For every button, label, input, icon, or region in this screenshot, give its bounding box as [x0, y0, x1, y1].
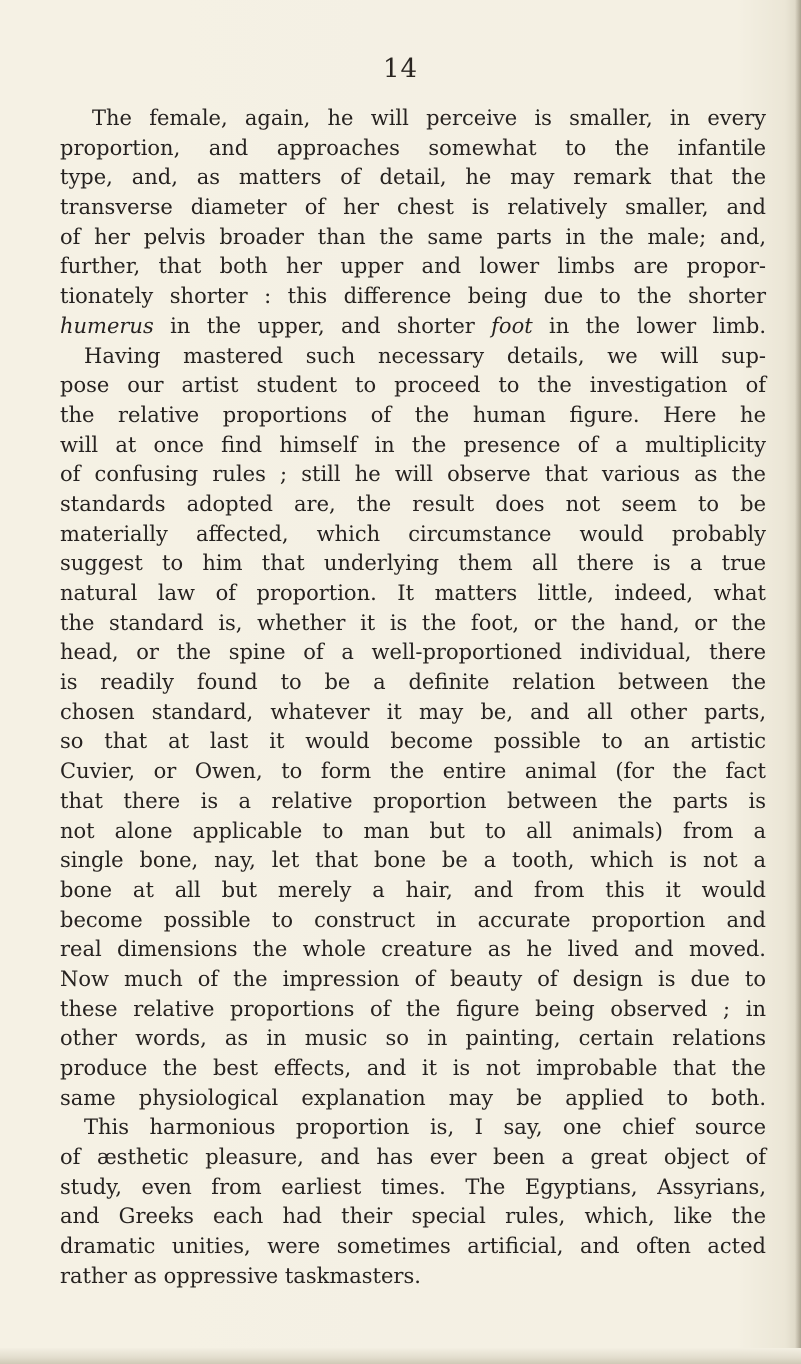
italic-term: foot — [491, 313, 533, 338]
italic-term: humerus — [60, 313, 154, 338]
text-line: and Greeks each had their special rules, which, like the — [60, 1204, 766, 1229]
body-text — [60, 104, 766, 1292]
text-line: of æsthetic pleasure, and has ever been a great object of — [60, 1145, 766, 1170]
text-line: Having mastered such necessary details, we will sup- — [84, 343, 766, 368]
text-line: not alone applicable to man but to all animals) from a — [60, 818, 766, 843]
text-line: other words, as in music so in painting, certain relations — [60, 1026, 766, 1051]
text-line: of her pelvis broader than the same parts in the male; and, — [60, 224, 766, 249]
text-line: same physiological explanation may be applied to both. — [60, 1085, 766, 1110]
text-line: proportion, and approaches somewhat to the infantile — [60, 135, 766, 160]
text-line: type, and, as matters of detail, he may remark that the — [60, 165, 766, 190]
text-line: the relative proportions of the human figure. Here he — [60, 402, 766, 427]
text-line: humerus in the upper, and shorter foot in the lower limb. — [60, 313, 766, 338]
text-line: real dimensions the whole creature as he lived and moved. — [60, 937, 766, 962]
text-line: is readily found to be a definite relation between the — [60, 670, 766, 695]
text-line: rather as oppressive taskmasters. — [60, 1263, 421, 1288]
text-line: further, that both her upper and lower limbs are propor- — [60, 254, 766, 279]
text-line: that there is a relative proportion between the parts is — [60, 788, 766, 813]
text-line: bone at all but merely a hair, and from this it would — [60, 877, 766, 902]
text-line: study, even from earliest times. The Egyptians, Assyrians, — [60, 1174, 766, 1199]
text-line: Cuvier, or Owen, to form the entire animal (for the fact — [60, 759, 766, 784]
text-line: chosen standard, whatever it may be, and all other parts, — [60, 699, 766, 724]
text-line: the standard is, whether it is the foot, or the hand, or the — [60, 610, 766, 635]
text-line: will at once find himself in the presence of a multiplicity — [60, 432, 766, 457]
text-line: suggest to him that underlying them all there is a true — [60, 551, 766, 576]
text-line: transverse diameter of her chest is relatively smaller, and — [60, 195, 766, 220]
page-bottom-edge — [0, 1348, 801, 1364]
text-line: so that at last it would become possible to an artistic — [60, 729, 766, 754]
text-line: tionately shorter : this difference being due to the shorter — [60, 284, 766, 309]
page-number: 14 — [382, 54, 419, 84]
text-line: The female, again, he will perceive is smaller, in every — [92, 106, 766, 130]
text-line: of confusing rules ; still he will observe that various as the — [60, 462, 766, 487]
text-line: standards adopted are, the result does not seem to be — [60, 491, 766, 516]
text-line: materially affected, which circumstance would probably — [60, 521, 766, 546]
text-line: natural law of proportion. It matters little, indeed, what — [60, 581, 766, 605]
text-line: produce the best effects, and it is not improbable that the — [60, 1056, 766, 1080]
text-line: head, or the spine of a well-proportioned individual, there — [60, 640, 766, 665]
text-line: pose our artist student to proceed to the investigation of — [60, 373, 766, 398]
text-line: become possible to construct in accurate proportion and — [60, 907, 766, 932]
text-line: dramatic unities, were sometimes artificial, and often acted — [60, 1234, 766, 1259]
text-line: these relative proportions of the figure being observed ; in — [60, 996, 766, 1021]
text-line: Now much of the impression of beauty of design is due to — [60, 966, 766, 991]
text-line: single bone, nay, let that bone be a tooth, which is not a — [60, 848, 766, 873]
text-line: This harmonious proportion is, I say, one chief source — [84, 1115, 766, 1140]
page-edge-shadow — [795, 0, 801, 1364]
